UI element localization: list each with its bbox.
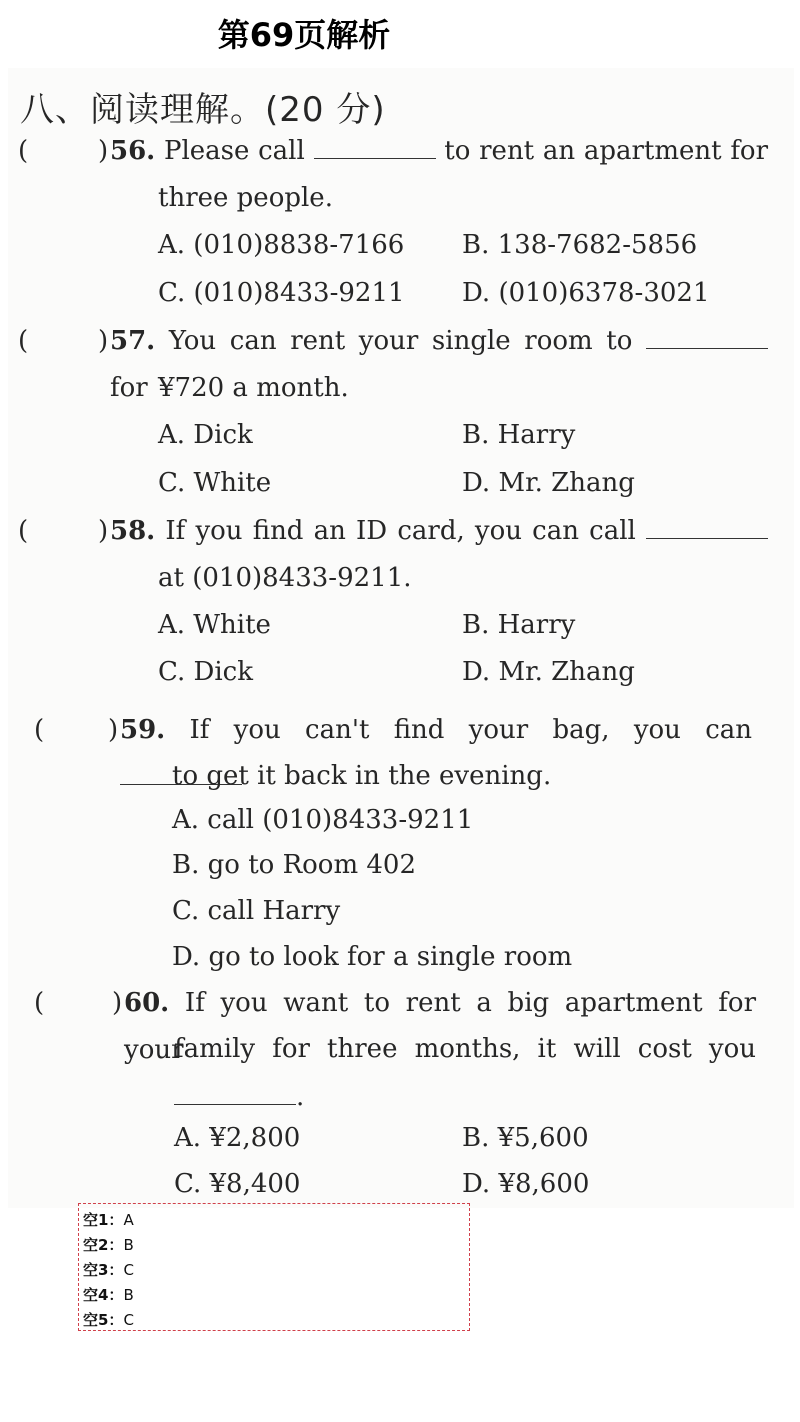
answer-row: 空4：B xyxy=(83,1286,134,1304)
answer-blank xyxy=(314,138,436,159)
answer-row: 空1：A xyxy=(83,1211,134,1229)
option-b: B. Harry xyxy=(462,420,576,450)
option-c: C. (010)8433-9211 xyxy=(158,278,405,308)
question-number: 59. xyxy=(120,715,166,745)
question-stem-line: . xyxy=(174,1074,304,1121)
option-d: D. Mr. Zhang xyxy=(462,468,635,498)
option-a: A. Dick xyxy=(158,420,253,450)
section-heading: 八、阅读理解。(20 分) xyxy=(20,90,386,130)
answer-paren-open: ( xyxy=(34,988,45,1018)
question-stem-line: three people. xyxy=(158,183,333,213)
answer-paren-close: ) xyxy=(112,988,123,1018)
question-stem-line: 59. If you can't find your bag, you can xyxy=(120,707,752,801)
answer-paren-open: ( xyxy=(18,516,29,546)
question-number: 56. xyxy=(110,136,156,166)
option-c: C. call Harry xyxy=(172,896,341,926)
question-stem-line: 58. If you find an ID card, you can call xyxy=(110,508,768,555)
question-stem-line: 60. If you want to rent a big apartment for your xyxy=(124,988,756,1065)
option-b: B. ¥5,600 xyxy=(462,1123,589,1153)
answer-paren-close: ) xyxy=(108,715,119,745)
answer-blank xyxy=(646,328,768,349)
option-b: B. go to Room 402 xyxy=(172,850,416,880)
question-stem-line: ¥720 a month. xyxy=(158,373,349,403)
question-60 xyxy=(34,980,758,1120)
answer-paren-open: ( xyxy=(34,715,45,745)
question-stem-line: 57. You can rent your single room to for xyxy=(110,318,768,412)
option-d: D. ¥8,600 xyxy=(462,1169,590,1199)
answer-row: 空2：B xyxy=(83,1236,134,1254)
question-number: 58. xyxy=(110,516,156,546)
option-c: C. ¥8,400 xyxy=(174,1169,301,1199)
option-d: D. (010)6378-3021 xyxy=(462,278,710,308)
option-b: B. Harry xyxy=(462,610,576,640)
answer-blank xyxy=(646,518,768,539)
answer-key-box xyxy=(78,1203,470,1331)
question-56 xyxy=(18,128,768,222)
question-stem-line: family for three months, it will cost you xyxy=(174,1034,756,1064)
question-59 xyxy=(34,707,758,799)
option-c: C. Dick xyxy=(158,657,253,687)
option-a: A. call (010)8433-9211 xyxy=(172,805,474,835)
option-d: D. go to look for a single room xyxy=(172,942,573,972)
option-c: C. White xyxy=(158,468,272,498)
answer-row: 空5：C xyxy=(83,1311,134,1329)
question-stem-line: at (010)8433-9211. xyxy=(158,563,412,593)
question-number: 60. xyxy=(124,988,170,1018)
answer-paren-open: ( xyxy=(18,136,29,166)
answer-paren-open: ( xyxy=(18,326,29,356)
answer-blank xyxy=(174,1084,296,1105)
page-title: 第69页解析 xyxy=(217,16,391,54)
answer-paren-close: ) xyxy=(98,516,109,546)
question-stem-line: to get it back in the evening. xyxy=(172,761,552,791)
question-57 xyxy=(18,318,768,412)
question-stem-line: 56. Please call to rent an apartment for xyxy=(110,136,769,166)
option-d: D. Mr. Zhang xyxy=(462,657,635,687)
question-58 xyxy=(18,508,768,602)
question-number: 57. xyxy=(110,326,156,356)
answer-row: 空3：C xyxy=(83,1261,134,1279)
option-b: B. 138-7682-5856 xyxy=(462,230,698,260)
option-a: A. (010)8838-7166 xyxy=(158,230,405,260)
option-a: A. White xyxy=(158,610,271,640)
answer-paren-close: ) xyxy=(98,136,109,166)
answer-paren-close: ) xyxy=(98,326,109,356)
option-a: A. ¥2,800 xyxy=(174,1123,301,1153)
